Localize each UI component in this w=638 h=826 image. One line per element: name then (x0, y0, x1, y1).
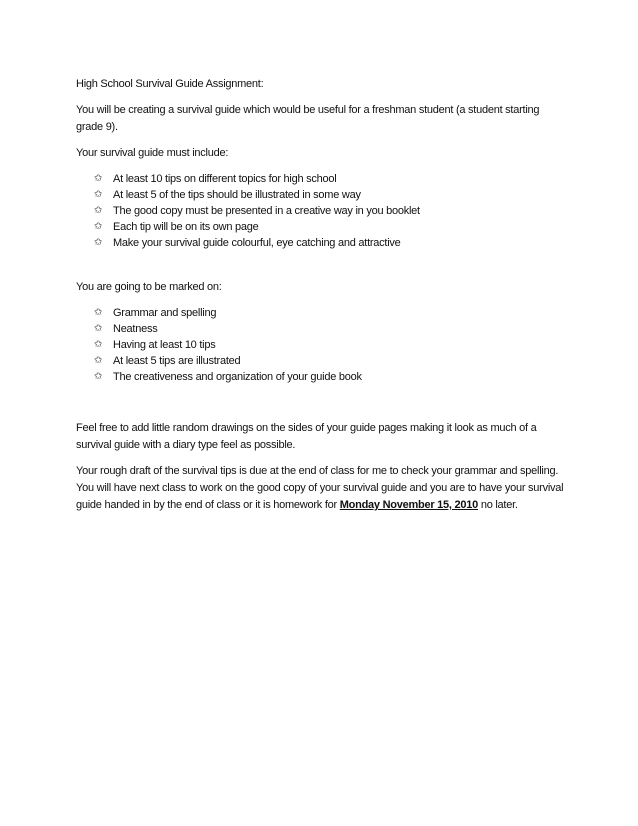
bullet-icon: ✩ (94, 355, 103, 366)
bullet-icon: ✩ (94, 307, 103, 318)
list-item (76, 353, 564, 369)
list-item-text: Neatness (113, 323, 158, 335)
bullet-icon: ✩ (94, 237, 103, 248)
document-title: High School Survival Guide Assignment: (76, 78, 264, 90)
marking-list (76, 305, 564, 385)
bullet-icon: ✩ (94, 205, 103, 216)
must-include-list (76, 171, 564, 251)
list-item (76, 171, 564, 187)
bullet-icon: ✩ (94, 339, 103, 350)
list-item (76, 203, 564, 219)
list-item-text: The creativeness and organization of your guide book (113, 371, 362, 383)
list-item-text: At least 10 tips on different topics for high school (113, 173, 337, 185)
document-body (76, 76, 564, 523)
bullet-icon: ✩ (94, 189, 103, 200)
list-item-text: At least 5 tips are illustrated (113, 355, 241, 367)
list-item (76, 235, 564, 251)
list-item-text: Each tip will be on its own page (113, 221, 259, 233)
bullet-icon: ✩ (94, 371, 103, 382)
list-item-text: At least 5 of the tips should be illustrated in some way (113, 189, 361, 201)
deadline-paragraph (76, 463, 564, 514)
list-item-text: Grammar and spelling (113, 307, 217, 319)
deadline-text-after: no later. (478, 499, 518, 511)
must-include-heading: Your survival guide must include: (76, 147, 229, 159)
blank-line (76, 260, 564, 279)
list-item (76, 305, 564, 321)
list-item-text: The good copy must be presented in a creative way in you booklet (113, 205, 420, 217)
intro-paragraph: You will be creating a survival guide which would be useful for a freshman student (a student starting grade 9). (76, 104, 540, 133)
bullet-icon: ✩ (94, 221, 103, 232)
marking-heading: You are going to be marked on: (76, 281, 222, 293)
list-item-text: Make your survival guide colourful, eye catching and attractive (113, 237, 401, 249)
list-item-text: Having at least 10 tips (113, 339, 216, 351)
list-item (76, 219, 564, 235)
drawings-paragraph: Feel free to add little random drawings on the sides of your guide pages making it look as much of a survival guide with a diary type feel as possible. (76, 422, 537, 451)
bullet-icon: ✩ (94, 323, 103, 334)
blank-line (76, 394, 564, 420)
bullet-icon: ✩ (94, 173, 103, 184)
list-item (76, 369, 564, 385)
list-item (76, 321, 564, 337)
deadline-text-before: Your rough draft of the survival tips is due at the end of class for me to check your grammar and spelling. You will have next class to work on the good copy of your survival guide and you are to have your survival guide handed in by the end of class or it is homework for (76, 465, 564, 511)
list-item (76, 337, 564, 353)
deadline-date: Monday November 15, 2010 (339, 499, 479, 511)
list-item (76, 187, 564, 203)
